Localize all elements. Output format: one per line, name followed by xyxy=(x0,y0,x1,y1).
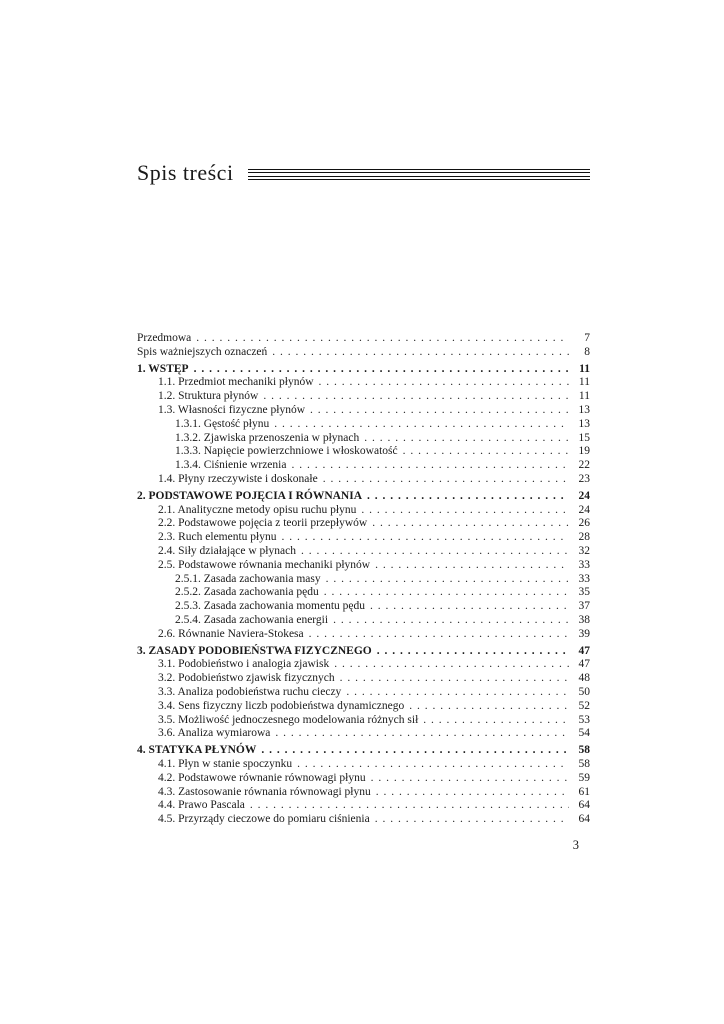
toc-entry xyxy=(137,418,590,432)
dot-leader xyxy=(361,504,569,518)
dot-leader xyxy=(261,744,569,758)
toc-entry-page: 53 xyxy=(578,713,590,726)
dot-leader xyxy=(326,573,569,587)
toc-entry xyxy=(137,744,590,758)
toc-entry xyxy=(137,390,590,404)
dot-leader xyxy=(376,786,569,800)
toc-entry xyxy=(137,517,590,531)
toc-entry-page: 11 xyxy=(578,376,590,389)
toc-entry-label: 3.3. Analiza podobieństwa ruchu cieczy xyxy=(158,685,342,698)
toc-entry-page: 58 xyxy=(578,744,590,757)
toc-entry xyxy=(137,772,590,786)
dot-leader xyxy=(324,586,569,600)
toc-entry-page: 64 xyxy=(578,813,590,826)
toc-entry xyxy=(137,404,590,418)
toc-entry-page: 48 xyxy=(578,672,590,685)
dot-leader xyxy=(309,628,569,642)
toc-entry xyxy=(137,786,590,800)
dot-leader xyxy=(275,727,569,741)
toc-entry-page: 22 xyxy=(578,459,590,472)
toc-entry-page: 7 xyxy=(584,332,590,344)
toc-entry-page: 47 xyxy=(578,658,590,671)
toc-entry-label: 2.5.1. Zasada zachowania masy xyxy=(175,572,321,585)
toc-entry-label: 2.2. Podstawowe pojęcia z teorii przepływów xyxy=(158,517,368,530)
dot-leader xyxy=(423,714,569,728)
title-rule-line xyxy=(248,169,590,173)
toc-entry-page: 11 xyxy=(579,362,590,375)
toc-entry-page: 52 xyxy=(578,699,590,712)
toc-entry-page: 24 xyxy=(578,503,590,516)
dot-leader xyxy=(375,559,569,573)
dot-leader xyxy=(372,517,569,531)
toc-entry xyxy=(137,346,590,360)
toc-entry-page: 54 xyxy=(578,727,590,740)
toc-entry-label: 3.6. Analiza wymiarowa xyxy=(158,727,271,740)
dot-leader xyxy=(340,672,569,686)
toc-entry xyxy=(137,614,590,628)
toc-entry xyxy=(137,758,590,772)
dot-leader xyxy=(274,418,569,432)
toc-entry-label: 2. PODSTAWOWE POJĘCIA I RÓWNANIA xyxy=(137,489,363,502)
toc-entry xyxy=(137,531,590,545)
toc-entry xyxy=(137,332,590,346)
toc-entry xyxy=(137,545,590,559)
toc-entry-page: 28 xyxy=(578,531,590,544)
toc-entry-label: 2.1. Analityczne metody opisu ruchu płynu xyxy=(158,503,357,516)
toc-entry-label: 2.6. Równanie Naviera-Stokesa xyxy=(158,627,304,640)
toc-entry-page: 8 xyxy=(584,345,590,358)
toc-entry-page: 39 xyxy=(578,627,590,640)
toc-entry-label: 4.1. Płyn w stanie spoczynku xyxy=(158,757,293,770)
toc-entry-page: 11 xyxy=(578,390,590,403)
dot-leader xyxy=(409,700,569,714)
toc-entry xyxy=(137,573,590,587)
dot-leader xyxy=(377,645,569,659)
toc-entry-page: 26 xyxy=(578,517,590,530)
toc-entry xyxy=(137,504,590,518)
toc-entry-label: 1.3.3. Napięcie powierzchniowe i włoskowatość xyxy=(175,445,398,458)
dot-leader xyxy=(346,686,569,700)
toc-entry xyxy=(137,363,590,377)
toc-entry xyxy=(137,432,590,446)
dot-leader xyxy=(371,772,569,786)
toc-entry-label: 1.2. Struktura płynów xyxy=(158,390,259,403)
toc-list xyxy=(137,332,590,827)
toc-entry-label: Spis ważniejszych oznaczeń xyxy=(137,345,268,358)
toc-entry-page: 50 xyxy=(578,685,590,698)
toc-entry xyxy=(137,445,590,459)
toc-entry-label: 1.3.4. Ciśnienie wrzenia xyxy=(175,459,287,472)
dot-leader xyxy=(323,473,569,487)
toc-entry-label: 1.3.1. Gęstość płynu xyxy=(175,417,270,430)
toc-entry-page: 15 xyxy=(578,431,590,444)
toc-entry-label: 2.4. Siły działające w płynach xyxy=(158,544,296,557)
dot-leader xyxy=(375,813,569,827)
toc-entry-label: 4.3. Zastosowanie równania równowagi płynu xyxy=(158,785,371,798)
toc-entry-label: 1.4. Płyny rzeczywiste i doskonałe xyxy=(158,472,318,485)
toc-entry-label: 4.5. Przyrządy cieczowe do pomiaru ciśnienia xyxy=(158,813,370,826)
dot-leader xyxy=(263,390,569,404)
toc-entry-page: 19 xyxy=(578,445,590,458)
toc-entry-page: 32 xyxy=(578,544,590,557)
toc-entry xyxy=(137,376,590,390)
toc-entry xyxy=(137,727,590,741)
dot-leader xyxy=(282,531,570,545)
toc-entry xyxy=(137,586,590,600)
toc-entry-page: 59 xyxy=(578,771,590,784)
toc-entry xyxy=(137,645,590,659)
dot-leader xyxy=(301,545,569,559)
toc-entry xyxy=(137,628,590,642)
toc-entry-label: 3.1. Podobieństwo i analogia zjawisk xyxy=(158,658,330,671)
toc-entry-label: 1. WSTĘP xyxy=(137,362,189,375)
toc-entry-label: 2.5. Podstawowe równania mechaniki płynów xyxy=(158,558,371,571)
toc-entry-label: 3.2. Podobieństwo zjawisk fizycznych xyxy=(158,672,335,685)
toc-entry-page: 13 xyxy=(578,417,590,430)
dot-leader xyxy=(403,445,569,459)
dot-leader xyxy=(291,459,569,473)
toc-entry-label: 4.2. Podstawowe równanie równowagi płynu xyxy=(158,771,366,784)
toc-entry-page: 33 xyxy=(578,558,590,571)
title-row xyxy=(137,160,590,186)
toc-entry xyxy=(137,700,590,714)
toc-entry-page: 35 xyxy=(578,586,590,599)
toc-entry-label: 2.5.3. Zasada zachowania momentu pędu xyxy=(175,600,366,613)
toc-entry-label: 3.5. Możliwość jednoczesnego modelowania różnych sił xyxy=(158,713,419,726)
toc-entry-label: Przedmowa xyxy=(137,332,192,344)
toc-entry-label: 1.3. Własności fizyczne płynów xyxy=(158,403,306,416)
toc-entry-label: 3.4. Sens fizyczny liczb podobieństwa dynamicznego xyxy=(158,699,405,712)
toc-entry xyxy=(137,686,590,700)
toc-entry-label: 2.5.4. Zasada zachowania energii xyxy=(175,613,329,626)
toc-entry-label: 1.3.2. Zjawiska przenoszenia w płynach xyxy=(175,431,360,444)
toc-entry xyxy=(137,459,590,473)
toc-entry xyxy=(137,714,590,728)
toc-entry xyxy=(137,672,590,686)
toc-entry-label: 4.4. Prawo Pascala xyxy=(158,799,245,812)
dot-leader xyxy=(367,490,569,504)
toc-entry xyxy=(137,600,590,614)
toc-entry-page: 47 xyxy=(578,644,590,657)
toc-entry xyxy=(137,490,590,504)
toc-entry-page: 13 xyxy=(578,403,590,416)
dot-leader xyxy=(310,404,569,418)
toc-entry-page: 38 xyxy=(578,613,590,626)
toc-entry-label: 2.3. Ruch elementu płynu xyxy=(158,531,277,544)
toc-entry-page: 58 xyxy=(578,757,590,770)
dot-leader xyxy=(370,600,569,614)
toc-entry-label: 4. STATYKA PŁYNÓW xyxy=(137,744,257,757)
toc-entry xyxy=(137,813,590,827)
dot-leader xyxy=(272,346,569,360)
toc-entry-label: 3. ZASADY PODOBIEŃSTWA FIZYCZNEGO xyxy=(137,644,372,657)
toc-entry-label: 2.5.2. Zasada zachowania pędu xyxy=(175,586,319,599)
dot-leader xyxy=(250,799,569,813)
toc-entry-page: 64 xyxy=(578,799,590,812)
toc-entry-page: 33 xyxy=(578,572,590,585)
toc-entry-page: 61 xyxy=(578,785,590,798)
dot-leader xyxy=(194,363,569,377)
toc-entry-label: 1.1. Przedmiot mechaniki płynów xyxy=(158,376,314,389)
toc-entry xyxy=(137,559,590,573)
title-rule-line xyxy=(248,176,590,180)
title-rule xyxy=(248,169,590,180)
dot-leader xyxy=(364,432,569,446)
dot-leader xyxy=(333,614,569,628)
dot-leader xyxy=(196,332,569,346)
toc-entry-page: 24 xyxy=(578,489,590,502)
dot-leader xyxy=(334,658,569,672)
toc-entry xyxy=(137,658,590,672)
page-title: Spis treści xyxy=(137,160,234,185)
toc-entry-page: 37 xyxy=(578,600,590,613)
page-number: 3 xyxy=(572,838,579,852)
dot-leader xyxy=(297,758,569,772)
toc-entry xyxy=(137,799,590,813)
toc-entry-page: 23 xyxy=(578,472,590,485)
toc-entry xyxy=(137,473,590,487)
dot-leader xyxy=(319,376,569,390)
